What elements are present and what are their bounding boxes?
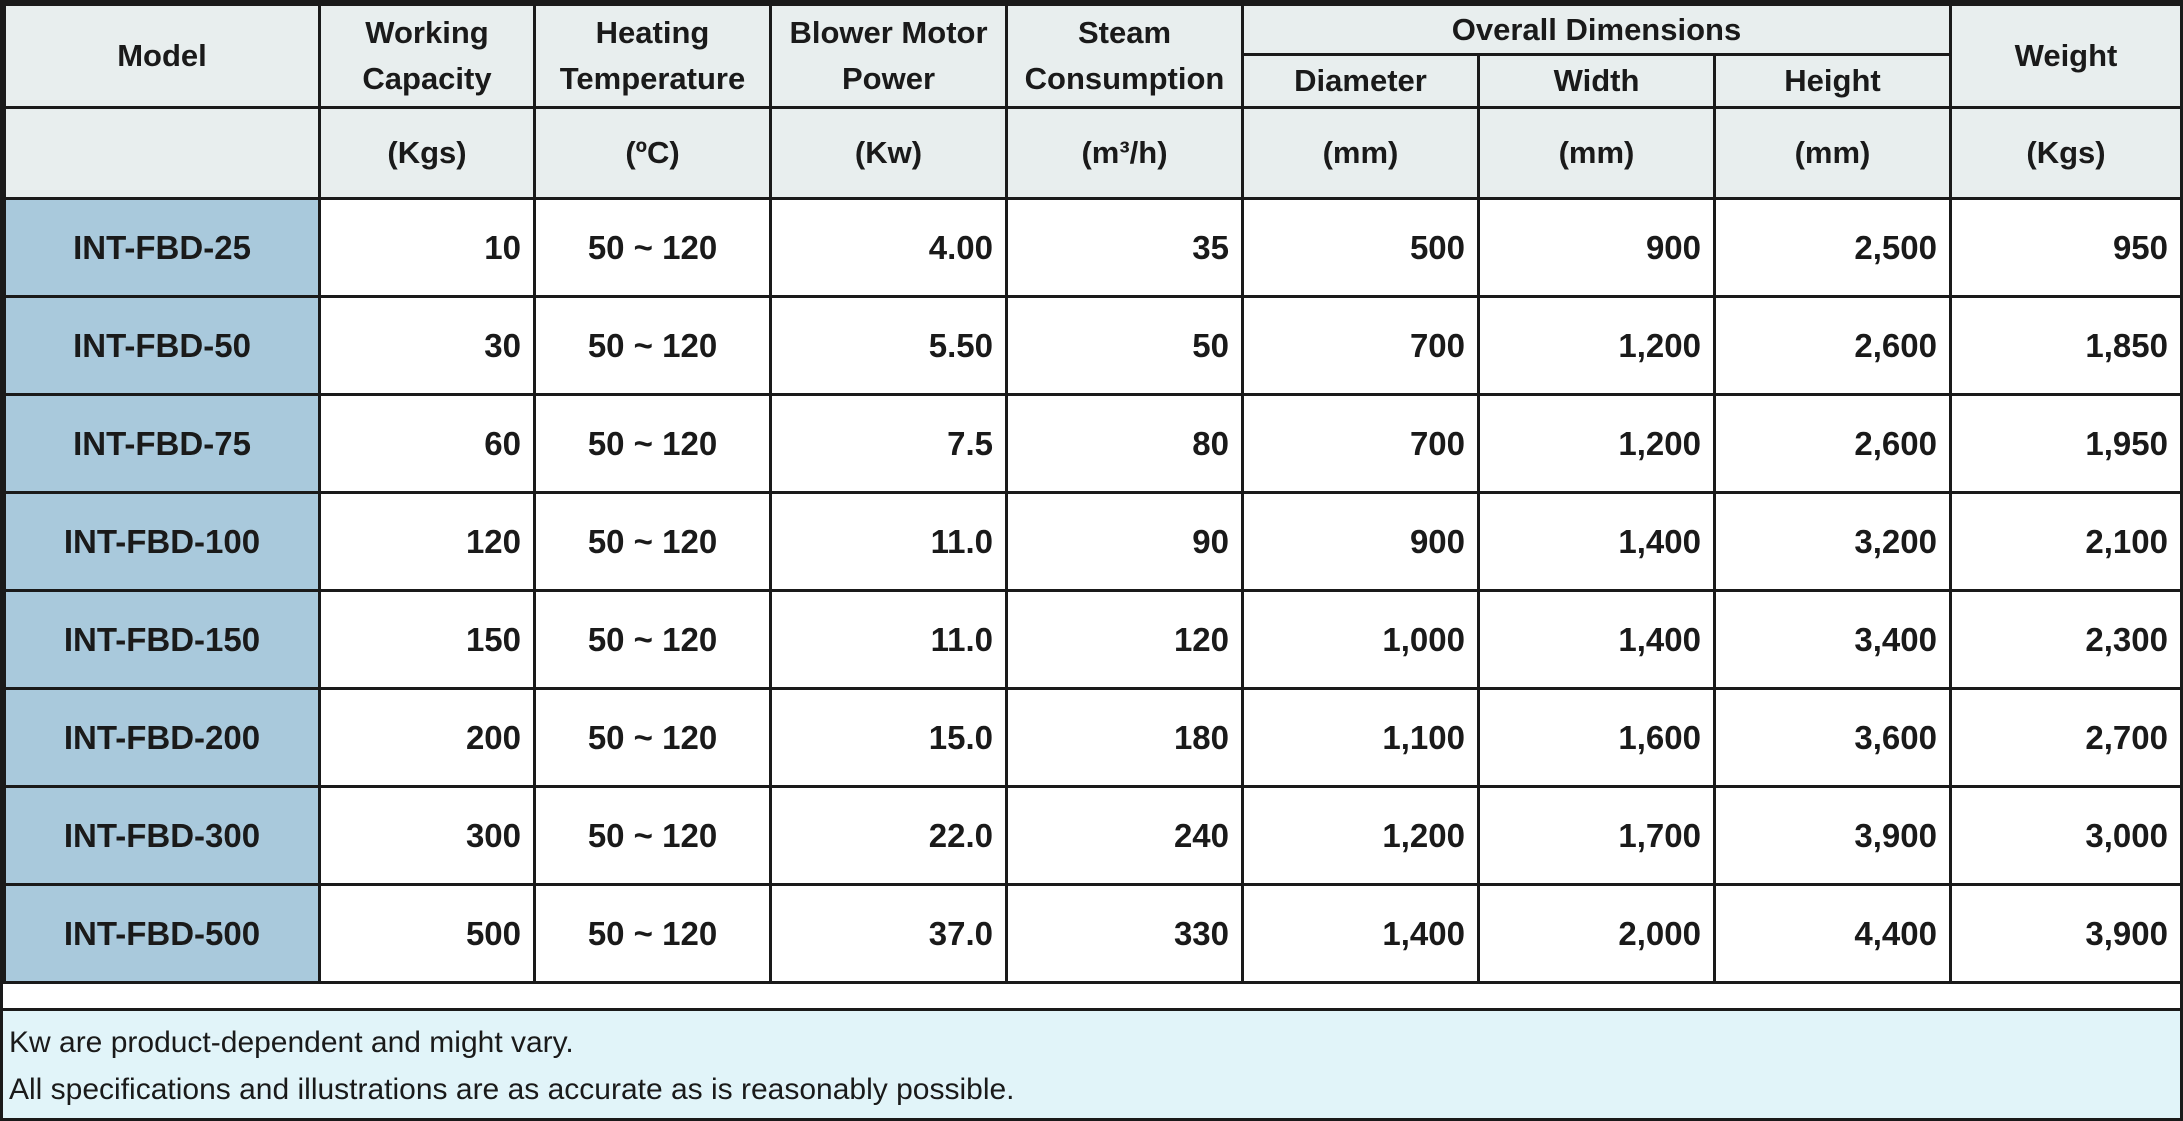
power-cell: 11.0	[771, 493, 1007, 591]
steam-cell: 50	[1007, 297, 1243, 395]
header-steam-consumption: Steam Consumption	[1007, 5, 1243, 108]
weight-cell: 3,900	[1951, 885, 2182, 983]
width-cell: 1,600	[1479, 689, 1715, 787]
power-cell: 4.00	[771, 199, 1007, 297]
temperature-cell: 50 ~ 120	[535, 591, 771, 689]
width-cell: 900	[1479, 199, 1715, 297]
height-cell: 2,500	[1715, 199, 1951, 297]
table-header	[5, 5, 2182, 199]
temperature-cell: 50 ~ 120	[535, 199, 771, 297]
units-model-spacer	[5, 108, 320, 199]
weight-cell: 2,100	[1951, 493, 2182, 591]
table-row	[5, 689, 2182, 787]
width-cell: 1,700	[1479, 787, 1715, 885]
header-heating-temperature: Heating Temperature	[535, 5, 771, 108]
header-blower-motor-power: Blower Motor Power	[771, 5, 1007, 108]
width-cell: 1,200	[1479, 297, 1715, 395]
capacity-cell: 150	[320, 591, 535, 689]
units-weight: (Kgs)	[1951, 108, 2182, 199]
header-overall-dimensions: Overall Dimensions	[1243, 5, 1951, 55]
units-steam-consumption: (m³/h)	[1007, 108, 1243, 199]
model-cell: INT-FBD-50	[5, 297, 320, 395]
height-cell: 4,400	[1715, 885, 1951, 983]
header-model: Model	[5, 5, 320, 108]
model-cell: INT-FBD-150	[5, 591, 320, 689]
power-cell: 11.0	[771, 591, 1007, 689]
weight-cell: 3,000	[1951, 787, 2182, 885]
units-height: (mm)	[1715, 108, 1951, 199]
temperature-cell: 50 ~ 120	[535, 297, 771, 395]
height-cell: 2,600	[1715, 395, 1951, 493]
header-height: Height	[1715, 55, 1951, 108]
capacity-cell: 300	[320, 787, 535, 885]
temperature-cell: 50 ~ 120	[535, 787, 771, 885]
model-cell: INT-FBD-500	[5, 885, 320, 983]
diameter-cell: 700	[1243, 395, 1479, 493]
temperature-cell: 50 ~ 120	[535, 885, 771, 983]
height-cell: 3,400	[1715, 591, 1951, 689]
model-cell: INT-FBD-25	[5, 199, 320, 297]
footnote-accuracy: All specifications and illustrations are as accurate as is reasonably possible.	[9, 1073, 1015, 1106]
diameter-cell: 500	[1243, 199, 1479, 297]
power-cell: 37.0	[771, 885, 1007, 983]
height-cell: 3,900	[1715, 787, 1951, 885]
capacity-cell: 500	[320, 885, 535, 983]
units-width: (mm)	[1479, 108, 1715, 199]
diameter-cell: 1,200	[1243, 787, 1479, 885]
table-row	[5, 395, 2182, 493]
steam-cell: 80	[1007, 395, 1243, 493]
units-heating-temperature: (ºC)	[535, 108, 771, 199]
diameter-cell: 700	[1243, 297, 1479, 395]
weight-cell: 1,950	[1951, 395, 2182, 493]
diameter-cell: 1,400	[1243, 885, 1479, 983]
width-cell: 1,200	[1479, 395, 1715, 493]
height-cell: 3,600	[1715, 689, 1951, 787]
table-row	[5, 199, 2182, 297]
power-cell: 22.0	[771, 787, 1007, 885]
temperature-cell: 50 ~ 120	[535, 493, 771, 591]
table-row	[5, 297, 2182, 395]
power-cell: 15.0	[771, 689, 1007, 787]
header-width: Width	[1479, 55, 1715, 108]
weight-cell: 1,850	[1951, 297, 2182, 395]
diameter-cell: 1,100	[1243, 689, 1479, 787]
table-row	[5, 493, 2182, 591]
header-row-titles	[5, 5, 2182, 55]
header-working-capacity: Working Capacity	[320, 5, 535, 108]
table-row	[5, 787, 2182, 885]
specifications-table	[3, 3, 2183, 984]
header-weight: Weight	[1951, 5, 2182, 108]
power-cell: 7.5	[771, 395, 1007, 493]
power-cell: 5.50	[771, 297, 1007, 395]
weight-cell: 2,300	[1951, 591, 2182, 689]
footnotes	[3, 1008, 2180, 1118]
steam-cell: 90	[1007, 493, 1243, 591]
width-cell: 2,000	[1479, 885, 1715, 983]
header-row-units	[5, 108, 2182, 199]
units-blower-motor-power: (Kw)	[771, 108, 1007, 199]
height-cell: 2,600	[1715, 297, 1951, 395]
capacity-cell: 60	[320, 395, 535, 493]
temperature-cell: 50 ~ 120	[535, 395, 771, 493]
steam-cell: 35	[1007, 199, 1243, 297]
width-cell: 1,400	[1479, 493, 1715, 591]
diameter-cell: 900	[1243, 493, 1479, 591]
model-cell: INT-FBD-300	[5, 787, 320, 885]
steam-cell: 240	[1007, 787, 1243, 885]
capacity-cell: 200	[320, 689, 535, 787]
width-cell: 1,400	[1479, 591, 1715, 689]
steam-cell: 120	[1007, 591, 1243, 689]
weight-cell: 950	[1951, 199, 2182, 297]
capacity-cell: 30	[320, 297, 535, 395]
units-diameter: (mm)	[1243, 108, 1479, 199]
model-cell: INT-FBD-100	[5, 493, 320, 591]
footnote-power: Kw are product-dependent and might vary.	[9, 1026, 574, 1059]
table-row	[5, 591, 2182, 689]
header-diameter: Diameter	[1243, 55, 1479, 108]
units-working-capacity: (Kgs)	[320, 108, 535, 199]
weight-cell: 2,700	[1951, 689, 2182, 787]
capacity-cell: 10	[320, 199, 535, 297]
table-row	[5, 885, 2182, 983]
model-cell: INT-FBD-200	[5, 689, 320, 787]
model-cell: INT-FBD-75	[5, 395, 320, 493]
steam-cell: 180	[1007, 689, 1243, 787]
table-body	[5, 199, 2182, 983]
diameter-cell: 1,000	[1243, 591, 1479, 689]
capacity-cell: 120	[320, 493, 535, 591]
steam-cell: 330	[1007, 885, 1243, 983]
temperature-cell: 50 ~ 120	[535, 689, 771, 787]
height-cell: 3,200	[1715, 493, 1951, 591]
